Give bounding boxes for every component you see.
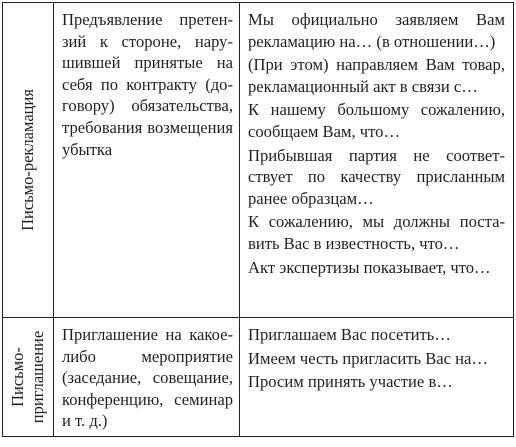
phrase-item: Просим принять участие в… (248, 372, 453, 392)
letter-type-label: Письмо- приглашение (8, 330, 47, 424)
purpose-cell (54, 3, 240, 318)
letter-types-table (2, 2, 514, 437)
phrases-cell (240, 318, 514, 437)
phrases-cell (240, 3, 514, 318)
phrase-item: Приглашаем Вас посетить… (248, 325, 451, 344)
letter-type-cell (3, 3, 54, 318)
phrase-item: (При этом) направляем Вам товар, рекламационный акт в связи с… (248, 55, 505, 96)
purpose-text: Приглашение на какое-либо мероприятие (заседание, совещание, конференцию, семинар и т. д.) (62, 325, 233, 431)
phrase-item: К нашему большому сожалению, сообщаем Вам, что… (248, 100, 505, 141)
phrase-item: Прибывшая партия не соответствует по качеству присланным ранее образцам… (248, 145, 505, 208)
phrase-item: Акт экспертизы показывает, что… (248, 257, 491, 277)
phrase-item: Мы официально заявляем Вам рекламацию на… (в отношении…) (248, 10, 505, 51)
letter-type-cell (3, 318, 54, 437)
phrase-list (240, 3, 513, 282)
letter-type-label: Письмо-рекламация (18, 89, 37, 231)
phrase-item: Имеем честь пригласить Вас на… (248, 348, 488, 368)
purpose-cell (54, 318, 240, 437)
phrase-list (240, 318, 513, 397)
purpose-text: Предъявление претензий к стороне, нарушившей принятые на себя по контракту (договору) обязательства, требования возмещения убытка (62, 10, 233, 159)
table-row (3, 318, 514, 437)
table-row (3, 3, 514, 318)
phrase-item: К сожалению, мы должны поставить Вас в известность, что… (248, 212, 505, 253)
